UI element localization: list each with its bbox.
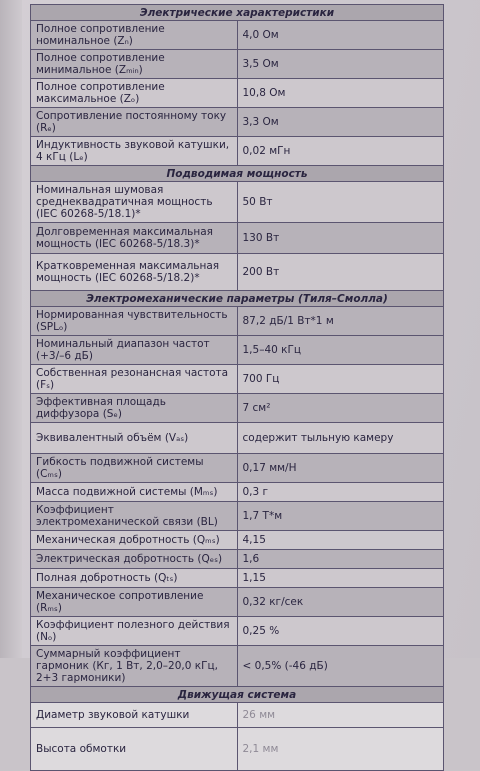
param-name: Механическое сопротивление (Rₘₛ): [31, 588, 238, 617]
table-row: [31, 137, 444, 166]
param-name: Полное сопротивление максимальное (Zₒ): [31, 79, 238, 108]
table-row: [31, 646, 444, 687]
param-value: 1,15: [237, 569, 444, 588]
param-value: 4,0 Ом: [237, 21, 444, 50]
param-name: Собственная резонансная частота (Fₛ): [31, 365, 238, 394]
param-name: Кратковременная максимальная мощность (IEC 60268-5/18.2)*: [31, 254, 238, 291]
param-name: Сопротивление постоянному току (Rₑ): [31, 108, 238, 137]
table-row: [31, 307, 444, 336]
param-value: 0,02 мГн: [237, 137, 444, 166]
param-name: Индуктивность звуковой катушки, 4 кГц (Lₑ): [31, 137, 238, 166]
param-value: 1,5–40 кГц: [237, 336, 444, 365]
param-value: 50 Вт: [237, 182, 444, 223]
param-value: 0,17 мм/Н: [237, 454, 444, 483]
table-row: [31, 617, 444, 646]
table-row: [31, 336, 444, 365]
param-name: Нормированная чувствительность (SPLₒ): [31, 307, 238, 336]
param-name: Масса подвижной системы (Mₘₛ): [31, 483, 238, 502]
param-name: Электрическая добротность (Qₑₛ): [31, 550, 238, 569]
param-name: Полная добротность (Qₜₛ): [31, 569, 238, 588]
table-row: [31, 588, 444, 617]
param-name: Диаметр звуковой катушки: [31, 703, 238, 728]
table-row: [31, 454, 444, 483]
table-row: [31, 569, 444, 588]
param-value: 700 Гц: [237, 365, 444, 394]
param-name: Номинальная шумовая среднеквадратичная мощность (IEC 60268-5/18.1)*: [31, 182, 238, 223]
speaker-spec-table: [30, 4, 444, 771]
table-row: [31, 223, 444, 254]
param-value: 26 мм: [237, 703, 444, 728]
param-name: Номинальный диапазон частот (+3/–6 дБ): [31, 336, 238, 365]
param-value: 0,32 кг/сек: [237, 588, 444, 617]
param-value: 3,3 Ом: [237, 108, 444, 137]
table-row: [31, 79, 444, 108]
param-name: Высота обмотки: [31, 728, 238, 771]
param-name: Коэффициент электромеханической связи (BL): [31, 502, 238, 531]
param-name: Коэффициент полезного действия (Nₒ): [31, 617, 238, 646]
section-title: Подводимая мощность: [31, 166, 444, 182]
table-row: [31, 182, 444, 223]
table-row: [31, 394, 444, 423]
table-row: [31, 423, 444, 454]
param-value: 4,15: [237, 531, 444, 550]
table-row: [31, 502, 444, 531]
section-header-thiele-small: [31, 291, 444, 307]
param-name: Полное сопротивление номинальное (Zₙ): [31, 21, 238, 50]
table-row: [31, 531, 444, 550]
section-title: Движущая система: [31, 687, 444, 703]
param-value: 87,2 дБ/1 Вт*1 м: [237, 307, 444, 336]
param-value: 0,3 г: [237, 483, 444, 502]
table-row: [31, 483, 444, 502]
param-value: 0,25 %: [237, 617, 444, 646]
param-value: 1,6: [237, 550, 444, 569]
table-row: [31, 365, 444, 394]
page-edge-shadow: [0, 0, 22, 658]
param-value: < 0,5% (-46 дБ): [237, 646, 444, 687]
param-value: 130 Вт: [237, 223, 444, 254]
param-value: 7 см²: [237, 394, 444, 423]
param-name: Эффективная площадь диффузора (Sₑ): [31, 394, 238, 423]
param-name: Долговременная максимальная мощность (IEC 60268-5/18.3)*: [31, 223, 238, 254]
table-row: [31, 550, 444, 569]
param-value: содержит тыльную камеру: [237, 423, 444, 454]
param-value: 3,5 Ом: [237, 50, 444, 79]
param-name: Гибкость подвижной системы (Cₘₛ): [31, 454, 238, 483]
section-header-motor-system: [31, 687, 444, 703]
section-header-power: [31, 166, 444, 182]
section-header-electrical: [31, 5, 444, 21]
table-row: [31, 21, 444, 50]
param-value: 10,8 Ом: [237, 79, 444, 108]
table-row: [31, 254, 444, 291]
table-row: [31, 703, 444, 728]
param-name: Полное сопротивление минимальное (Zₘᵢₙ): [31, 50, 238, 79]
param-name: Эквивалентный объём (Vₐₛ): [31, 423, 238, 454]
param-value: 200 Вт: [237, 254, 444, 291]
param-value: 2,1 мм: [237, 728, 444, 771]
table-row: [31, 728, 444, 771]
table-row: [31, 108, 444, 137]
section-title: Электрические характеристики: [31, 5, 444, 21]
param-name: Суммарный коэффициент гармоник (Кг, 1 Вт, 2,0–20,0 кГц, 2+3 гармоники): [31, 646, 238, 687]
table-row: [31, 50, 444, 79]
section-title: Электромеханические параметры (Тиля–Смолла): [31, 291, 444, 307]
param-name: Механическая добротность (Qₘₛ): [31, 531, 238, 550]
param-value: 1,7 Т*м: [237, 502, 444, 531]
